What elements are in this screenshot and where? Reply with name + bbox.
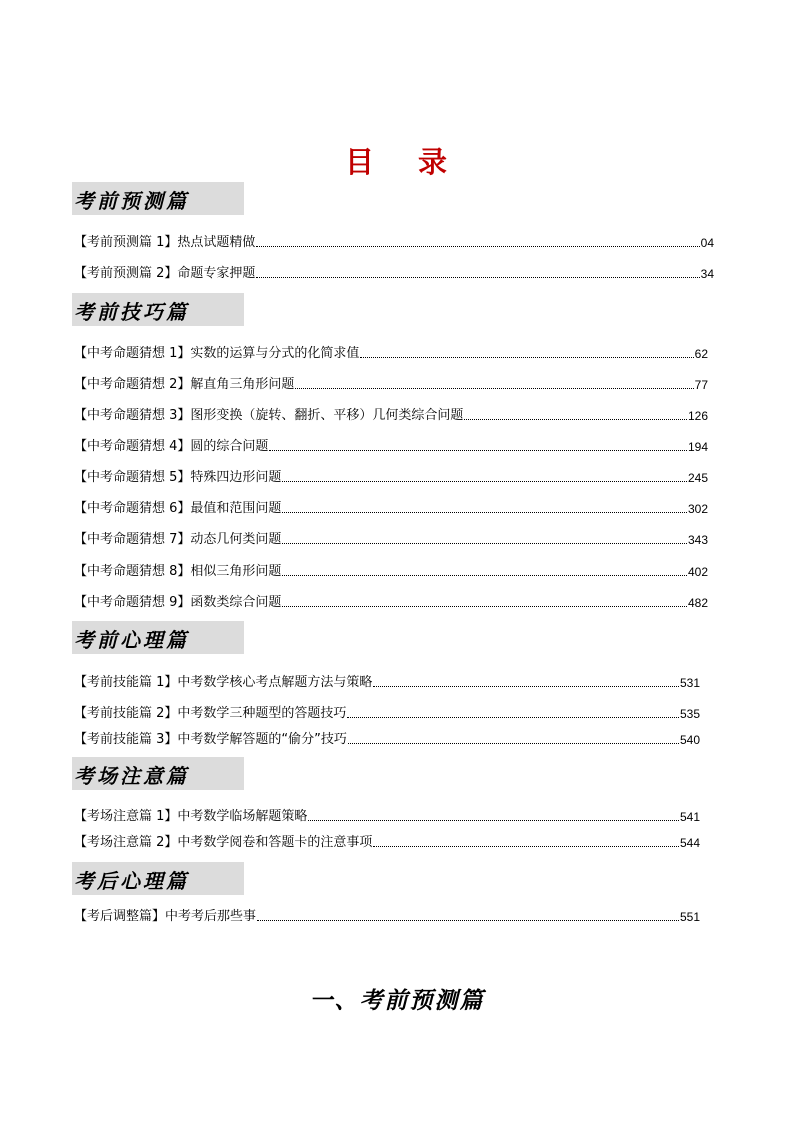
page-number: 77	[694, 378, 708, 392]
toc-title	[0, 140, 794, 181]
section-heading: 考前预测篇	[72, 182, 244, 215]
toc-entry[interactable]: 【中考命题猜想 3】图形变换（旋转、翻折、平移）几何类综合问题 126	[74, 408, 708, 423]
toc-entry[interactable]: 【中考命题猜想 6】最值和范围问题 302	[74, 501, 708, 516]
toc-entry[interactable]: 【中考命题猜想 5】特殊四边形问题 245	[74, 470, 708, 485]
page-number: 245	[687, 471, 708, 485]
toc-entry[interactable]: 【中考命题猜想 9】函数类综合问题 482	[74, 595, 708, 610]
toc-entry[interactable]: 【考前技能篇 2】中考数学三种题型的答题技巧 535	[74, 706, 700, 721]
page-number: 551	[679, 910, 700, 924]
page-number: 194	[687, 440, 708, 454]
dot-leader	[282, 511, 687, 513]
section-heading: 考前技巧篇	[72, 293, 244, 326]
toc-entry[interactable]: 【考前预测篇 2】命题专家押题 34	[74, 266, 714, 281]
page-number: 540	[679, 733, 700, 747]
toc-entry[interactable]: 【考场注意篇 2】中考数学阅卷和答题卡的注意事项 544	[74, 835, 700, 850]
dot-leader	[308, 819, 679, 821]
toc-title-right: 录	[418, 145, 450, 179]
dot-leader	[269, 449, 687, 451]
toc-entry[interactable]: 【中考命题猜想 4】圆的综合问题 194	[74, 439, 708, 454]
section-heading: 考前心理篇	[72, 621, 244, 654]
toc-entry[interactable]: 【考场注意篇 1】中考数学临场解题策略 541	[74, 809, 700, 824]
page-number: 302	[687, 502, 708, 516]
section-heading: 考后心理篇	[72, 862, 244, 895]
dot-leader	[282, 542, 687, 544]
toc-entry[interactable]: 【考前预测篇 1】热点试题精做 04	[74, 235, 714, 250]
page-number: 535	[679, 707, 700, 721]
toc-entry[interactable]: 【考后调整篇】中考考后那些事 551	[74, 909, 700, 924]
page-number: 531	[679, 676, 700, 690]
page-number: 34	[700, 267, 714, 281]
dot-leader	[282, 605, 687, 607]
dot-leader	[373, 845, 679, 847]
page-number: 62	[694, 347, 708, 361]
dot-leader	[373, 685, 679, 687]
page-number: 541	[679, 810, 700, 824]
dot-leader	[295, 387, 693, 389]
page-number: 04	[700, 236, 714, 250]
toc-entry[interactable]: 【中考命题猜想 1】实数的运算与分式的化简求值 62	[74, 346, 708, 361]
dot-leader	[348, 742, 679, 744]
section-heading: 考场注意篇	[72, 757, 244, 790]
chapter-heading: 一、考前预测篇	[309, 987, 485, 1014]
dot-leader	[256, 245, 699, 247]
dot-leader	[282, 574, 687, 576]
page-number: 544	[679, 836, 700, 850]
page-number: 126	[687, 409, 708, 423]
dot-leader	[256, 276, 699, 278]
dot-leader	[347, 716, 679, 718]
dot-leader	[257, 919, 679, 921]
toc-entry[interactable]: 【中考命题猜想 7】动态几何类问题 343	[74, 532, 708, 547]
dot-leader	[464, 418, 687, 420]
page-number: 343	[687, 533, 708, 547]
toc-entry[interactable]: 【中考命题猜想 8】相似三角形问题 402	[74, 564, 708, 579]
toc-entry[interactable]: 【考前技能篇 3】中考数学解答题的“偷分”技巧 540	[74, 732, 700, 747]
page-number: 482	[687, 596, 708, 610]
toc-title-left: 目	[344, 145, 376, 179]
toc-entry[interactable]: 【中考命题猜想 2】解直角三角形问题 77	[74, 377, 708, 392]
toc-entry[interactable]: 【考前技能篇 1】中考数学核心考点解题方法与策略 531	[74, 675, 700, 690]
dot-leader	[360, 356, 693, 358]
dot-leader	[282, 480, 687, 482]
page-number: 402	[687, 565, 708, 579]
